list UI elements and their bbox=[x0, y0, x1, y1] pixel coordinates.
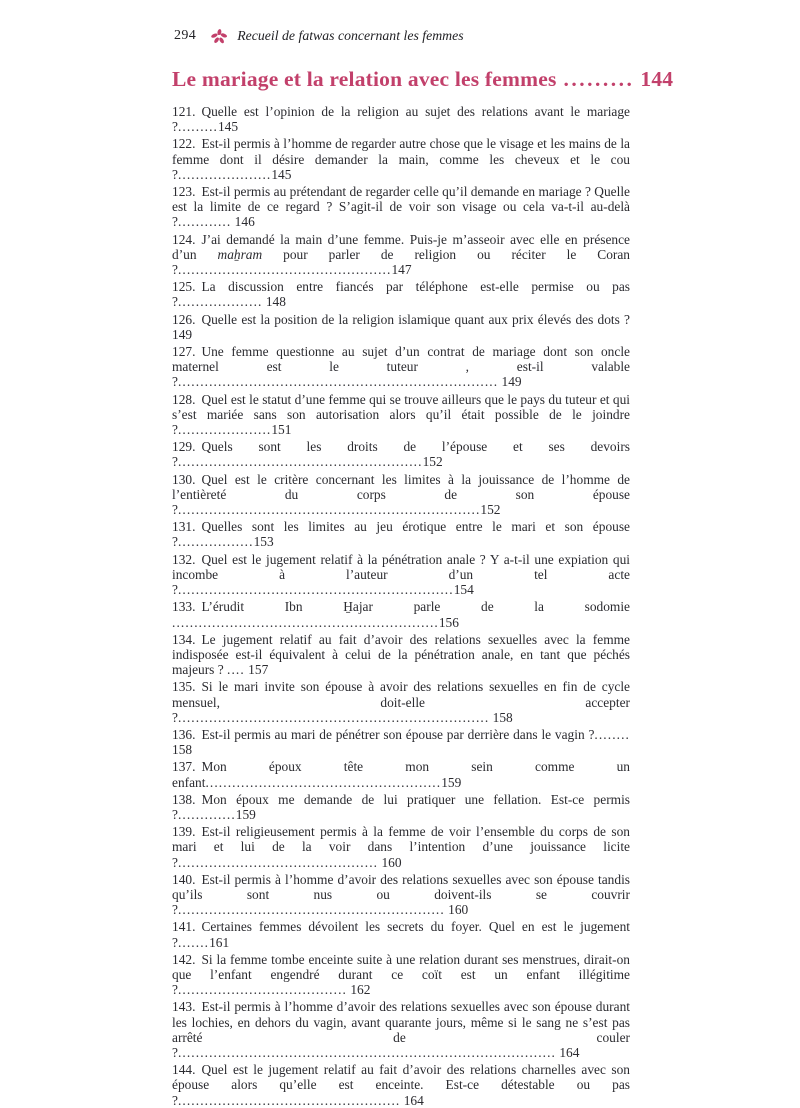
toc-entry bbox=[172, 679, 630, 725]
entry-text: Mon époux me demande de lui pratiquer une fellation. Est-ce permis ? bbox=[172, 791, 630, 822]
entry-page: 148 bbox=[262, 294, 286, 310]
entry-page: 153 bbox=[253, 534, 274, 550]
entry-leader: ............. bbox=[177, 806, 236, 822]
running-title: Recueil de fatwas concernant les femmes bbox=[237, 28, 464, 43]
entry-leader: ..................................................................................... bbox=[177, 1044, 557, 1060]
entry-number: 124. bbox=[172, 231, 196, 247]
entry-number: 138. bbox=[172, 791, 196, 807]
toc-entry bbox=[172, 392, 630, 438]
toc-entry bbox=[172, 1062, 630, 1108]
toc-entry bbox=[172, 312, 630, 342]
entry-text: Certaines femmes dévoilent les secrets du foyer. Quel en est le jugement ? bbox=[172, 919, 630, 950]
entry-number: 133. bbox=[172, 599, 196, 615]
entry-page: 156 bbox=[438, 614, 459, 630]
entry-leader: ....................................................... bbox=[177, 454, 423, 470]
running-header bbox=[174, 27, 630, 45]
toc-entry bbox=[172, 727, 630, 757]
entry-page: 164 bbox=[556, 1044, 580, 1060]
entry-page: 164 bbox=[400, 1092, 424, 1108]
entry-page: 145 bbox=[271, 166, 292, 182]
toc-entry bbox=[172, 599, 630, 629]
toc-entry bbox=[172, 104, 630, 134]
entry-text: Quel est le critère concernant les limites à la jouissance de l’homme de l’entièreté du corps de son épouse ? bbox=[172, 471, 630, 518]
entry-leader: ..................... bbox=[177, 166, 272, 182]
entry-page: 160 bbox=[378, 854, 402, 870]
entry-number: 139. bbox=[172, 824, 196, 840]
entry-number: 144. bbox=[172, 1062, 196, 1078]
section-title bbox=[172, 67, 674, 92]
entry-text: Est-il permis à l’homme d’avoir des relations sexuelles avec son épouse durant les lochies, en dehors du vagin, avant quarante jours, même si le sang ne s’est pas arrêté de couler ? bbox=[172, 999, 630, 1060]
entry-number: 125. bbox=[172, 279, 196, 295]
entry-number: 128. bbox=[172, 391, 196, 407]
entry-text: J’ai demandé la main d’une femme. Puis-je m’asseoir avec elle en présence d’un maẖram pour parler de religion ou réciter le Coran ? bbox=[172, 231, 630, 278]
toc-entry bbox=[172, 136, 630, 182]
floral-ornament-icon bbox=[210, 29, 228, 44]
toc-entry bbox=[172, 632, 630, 678]
entry-text: Est-il permis à l’homme de regarder autre chose que le visage et les mains de la femme dont il désire demander la main, comme les cheveux et le cou ? bbox=[172, 136, 630, 182]
entry-number: 129. bbox=[172, 439, 196, 455]
entry-leader: ....... bbox=[177, 934, 210, 950]
entry-page: 159 bbox=[235, 806, 256, 822]
entry-leader: ................. bbox=[177, 534, 254, 550]
entry-leader: ................... bbox=[177, 294, 263, 310]
entry-page: 162 bbox=[346, 982, 371, 998]
section-title-text: Le mariage et la relation avec les femmes bbox=[172, 67, 557, 91]
entry-text: Quels sont les droits de l’épouse et ses devoirs ? bbox=[172, 439, 630, 470]
entry-text: Quelles sont les limites au jeu érotique entre le mari et son épouse ? bbox=[172, 519, 630, 550]
toc-entry bbox=[172, 344, 630, 390]
entry-text: Si le mari invite son épouse à avoir des relations sexuelles en fin de cycle mensuel, doit-elle accepter ? bbox=[172, 679, 630, 725]
entry-number: 143. bbox=[172, 999, 196, 1015]
entry-text: Une femme questionne au sujet d’un contrat de mariage dont son oncle maternel est le tuteur , est-il valable ? bbox=[172, 344, 630, 390]
entry-number: 135. bbox=[172, 679, 196, 695]
entry-text: Est-il permis au mari de pénétrer son épouse par derrière dans le vagin ? bbox=[201, 726, 595, 742]
entry-leader: .............................................................. bbox=[177, 582, 454, 598]
toc-entry bbox=[172, 952, 630, 998]
entry-page: 152 bbox=[480, 502, 501, 518]
toc-entry bbox=[172, 472, 630, 518]
toc-entry bbox=[172, 999, 630, 1060]
toc-entry bbox=[172, 792, 630, 822]
entry-number: 123. bbox=[172, 184, 196, 200]
entry-page: 159 bbox=[441, 774, 462, 790]
entry-leader: ................................................ bbox=[177, 262, 392, 278]
entry-number: 142. bbox=[172, 951, 196, 967]
entry-page: 157 bbox=[244, 662, 269, 678]
entry-page: 158 bbox=[172, 742, 193, 758]
toc-entry bbox=[172, 824, 630, 870]
entry-page: 145 bbox=[217, 119, 239, 135]
entry-number: 130. bbox=[172, 471, 196, 487]
entry-text: Le jugement relatif au fait d’avoir des relations sexuelles avec la femme indisposée est-il équivalent à celui de la pénétration anale, en tant que péchés majeurs ? bbox=[172, 631, 630, 678]
entry-number: 127. bbox=[172, 344, 196, 360]
toc-entry bbox=[172, 759, 630, 789]
entry-leader: ..................... bbox=[177, 422, 272, 438]
entry-text: Quelle est la position de la religion islamique quant aux prix élevés des dots ? bbox=[201, 311, 630, 327]
entry-page: 147 bbox=[391, 262, 412, 278]
entry-number: 132. bbox=[172, 551, 196, 567]
section-title-leader: ......... bbox=[563, 67, 635, 91]
entry-number: 134. bbox=[172, 631, 196, 647]
entry-text: Si la femme tombe enceinte suite à une relation durant ses menstrues, dirait-on que l’enfant engendré durant ce coït est un enfant illégitime ? bbox=[172, 951, 630, 998]
entry-leader: ............ bbox=[177, 214, 232, 230]
entry-page: 151 bbox=[271, 422, 292, 438]
entry-text: Quelle est l’opinion de la religion au sujet des relations avant le mariage ? bbox=[172, 104, 630, 135]
entry-text: La discussion entre fiancés par téléphone est-elle permise ou pas ? bbox=[172, 279, 630, 310]
toc-entry bbox=[172, 232, 630, 278]
arabic-term-italic: maẖram bbox=[217, 246, 263, 262]
entry-page: 158 bbox=[489, 709, 513, 725]
toc-list bbox=[172, 104, 630, 1108]
entry-number: 140. bbox=[172, 871, 196, 887]
entry-text: Est-il permis à l’homme d’avoir des relations sexuelles avec son épouse tandis qu’ils sont nus ou doivent-ils se couvrir ? bbox=[172, 871, 630, 918]
toc-entry bbox=[172, 184, 630, 230]
toc-entry bbox=[172, 279, 630, 309]
entry-leader: ......... bbox=[177, 119, 218, 135]
toc-entry bbox=[172, 919, 630, 949]
entry-page: 146 bbox=[231, 214, 255, 230]
entry-leader: ........................................................................ bbox=[177, 374, 499, 390]
toc-entry bbox=[172, 552, 630, 598]
toc-entry bbox=[172, 439, 630, 469]
entry-text: L’érudit Ibn H̱ajar parle de la sodomie bbox=[201, 599, 630, 615]
entry-leader: .................................................................... bbox=[177, 502, 481, 518]
entry-leader: ............................................. bbox=[177, 854, 379, 870]
entry-page: 152 bbox=[422, 454, 443, 470]
entry-leader: ..................................................... bbox=[205, 774, 442, 790]
entry-leader: .... bbox=[227, 662, 245, 678]
entry-number: 131. bbox=[172, 519, 196, 535]
entry-number: 122. bbox=[172, 136, 196, 152]
entry-page: 149 bbox=[172, 326, 193, 342]
entry-number: 136. bbox=[172, 726, 196, 742]
entry-page: 154 bbox=[453, 582, 474, 598]
entry-leader: ............................................................ bbox=[177, 902, 445, 918]
entry-text: Quel est le jugement relatif au fait d’avoir des relations charnelles avec son épouse alors qu’elle est enceinte. Est-ce détestable ou pas ? bbox=[172, 1062, 630, 1108]
entry-page: 161 bbox=[209, 934, 230, 950]
entry-text: Mon époux tête mon sein comme un enfant bbox=[172, 759, 630, 790]
entry-number: 126. bbox=[172, 311, 196, 327]
page-number: 294 bbox=[174, 28, 197, 43]
entry-text: Quel est le statut d’une femme qui se trouve ailleurs que le pays du tuteur et qui s’est mariée sans son autorisation alors qu’il était possible de le joindre ? bbox=[172, 391, 630, 438]
entry-leader: ...................................... bbox=[177, 982, 347, 998]
entry-page: 160 bbox=[444, 902, 469, 918]
entry-number: 137. bbox=[172, 759, 196, 775]
entry-leader: ........ bbox=[594, 726, 630, 742]
toc-entry bbox=[172, 872, 630, 918]
entry-leader: ...................................................................... bbox=[177, 709, 490, 725]
entry-text: Est-il religieusement permis à la femme de voir l’ensemble du corps de son mari et lui de la voir dans l’intention d’une jouissance licite ? bbox=[172, 824, 630, 870]
section-title-page: 144 bbox=[640, 67, 674, 91]
entry-page: 149 bbox=[498, 374, 522, 390]
entry-text: Est-il permis au prétendant de regarder celle qu’il demande en mariage ? Quelle est la limite de ce regard ? S’agit-il de voir son visage ou cela va-t-il au-delà ? bbox=[172, 184, 630, 230]
entry-leader: ............................................................ bbox=[172, 614, 439, 630]
entry-text: Quel est le jugement relatif à la pénétration anale ? Y a-t-il une expiation qui incombe à l’auteur d’un tel acte ? bbox=[172, 551, 630, 598]
entry-leader: .................................................. bbox=[177, 1092, 401, 1108]
entry-number: 141. bbox=[172, 919, 196, 935]
entry-number: 121. bbox=[172, 104, 196, 119]
toc-entry bbox=[172, 519, 630, 549]
